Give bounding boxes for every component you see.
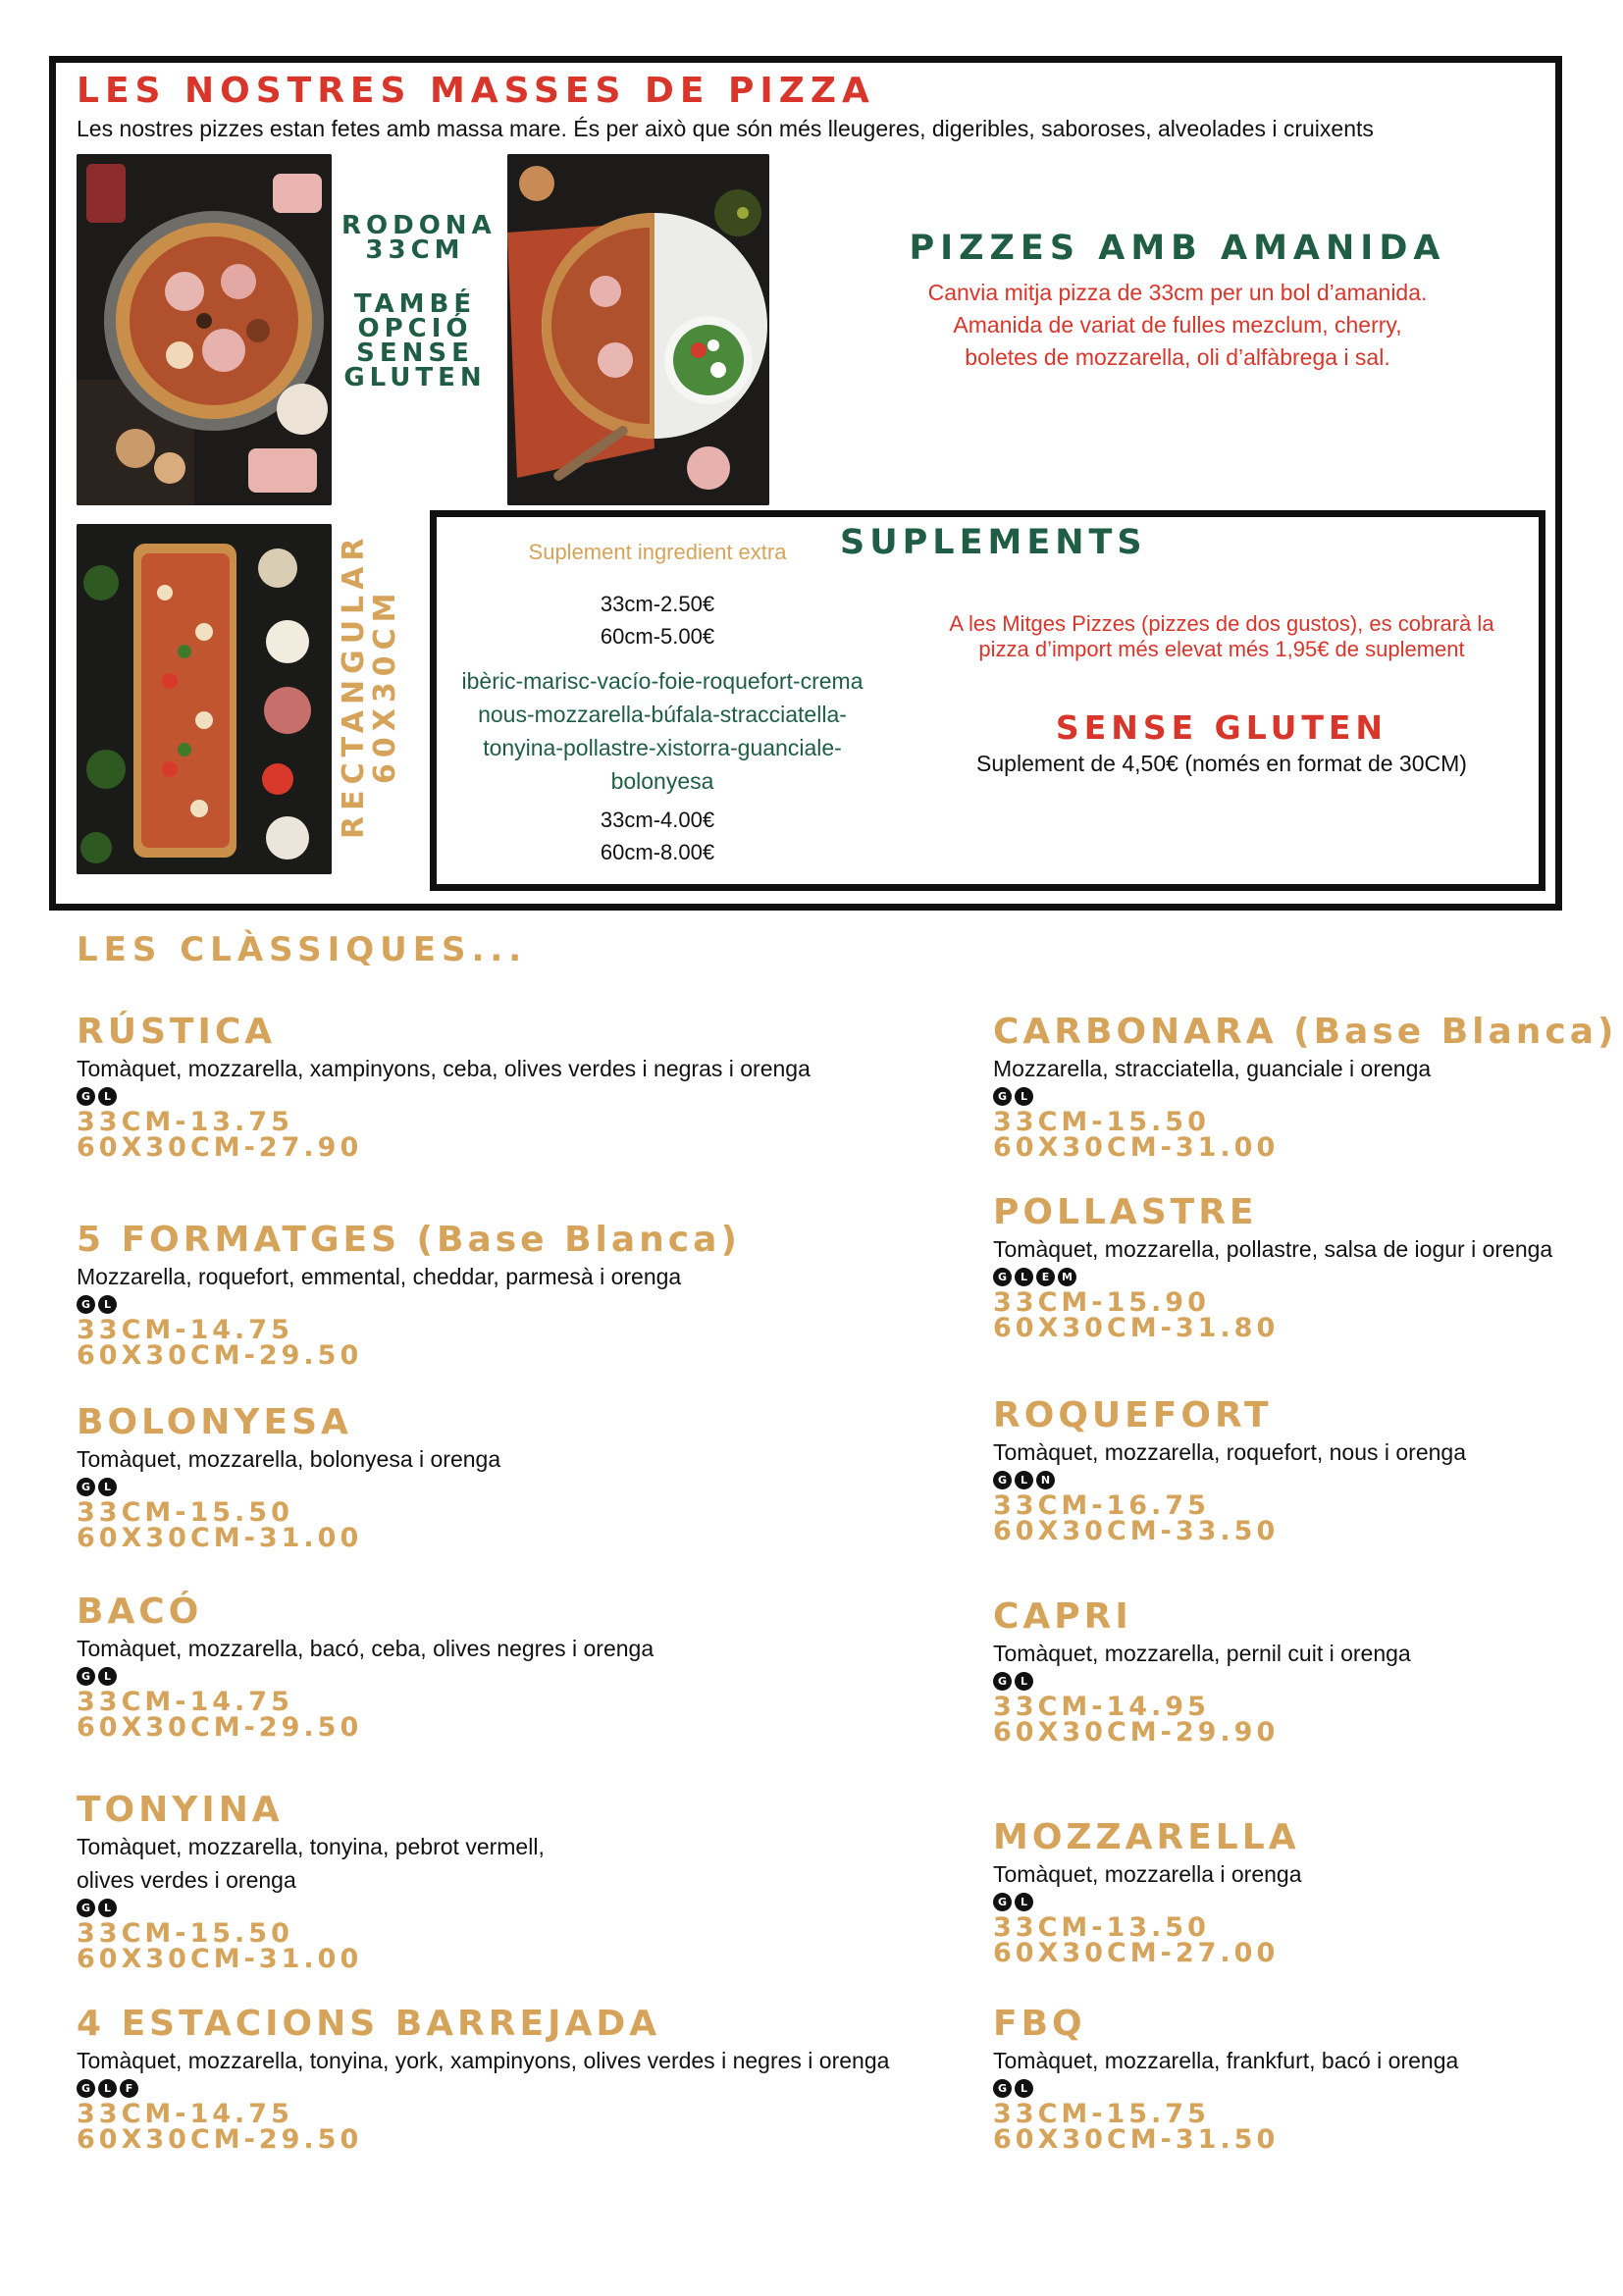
rectangular-line1: RECTANGULAR [337,532,371,839]
amanida-line2: Amanida de variat de fulles mezclum, cherry, [953,312,1402,338]
egg-icon: E [1036,1268,1055,1286]
price-60x30cm: 60X30CM-31.00 [77,1523,363,1553]
gluten-icon: G [77,1667,95,1686]
pizza-item [993,1597,1411,1746]
price-60x30cm: 60X30CM-29.50 [77,1712,363,1743]
pizza-name: BOLONYESA [77,1402,352,1442]
lactose-icon: L [1015,2079,1033,2098]
price-33cm: 33CM-14.75 [77,1687,293,1717]
price-33cm: 33CM-14.75 [77,2099,293,2129]
pizza-name: CARBONARA (Base Blanca) [993,1012,1618,1052]
lactose-icon: L [98,2079,117,2098]
pizza-salad-photo [507,154,769,505]
rodona-line1: RODONA [341,211,497,240]
allergen-icons [993,1087,1618,1108]
pizza-description: Tomàquet, mozzarella i orenga [993,1861,1302,1887]
ingredients-line2: nous-mozzarella-búfala-stracciatella- [478,702,847,727]
fish-icon: F [120,2079,138,2098]
pizza-name: RÚSTICA [77,1012,277,1052]
pizza-name: BACÓ [77,1592,203,1632]
suplement-premium-ingredients [446,664,878,798]
price-33cm: 33CM-16.75 [993,1490,1210,1521]
lactose-icon: L [1015,1087,1033,1106]
price-60x30cm: 60X30CM-33.50 [993,1516,1280,1546]
gluten-icon: G [993,1893,1012,1911]
pizza-item [77,2005,889,2153]
ingredients-line3: tonyina-pollastre-xistorra-guanciale- [483,735,842,760]
price-33cm: 33CM-15.90 [993,1287,1210,1318]
pizza-name: ROQUEFORT [993,1395,1273,1435]
suplement-price-60-a: 60cm-5.00€ [600,624,715,649]
gluten-icon: G [77,1295,95,1314]
suplement-price-33-a: 33cm-2.50€ [600,592,715,616]
classiques-title: LES CLÀSSIQUES... [77,930,528,969]
lactose-icon: L [98,1899,117,1917]
pizza-name: FBQ [993,2004,1086,2044]
rodona-line2: 33CM [365,235,465,265]
ingredients-line1: ibèric-marisc-vacío-foie-roquefort-crema [461,668,864,694]
pizza-name: CAPRI [993,1596,1132,1637]
allergen-icons [77,2079,889,2100]
pizza-description: Mozzarella, stracciatella, guanciale i orenga [993,1056,1432,1081]
lactose-icon: L [1015,1893,1033,1911]
allergen-icons [993,1471,1466,1491]
pizza-description: Tomàquet, mozzarella, roquefort, nous i orenga [993,1439,1466,1465]
price-60x30cm: 60X30CM-29.50 [77,1340,363,1371]
price-60x30cm: 60X30CM-31.00 [77,1944,363,1974]
price-60x30cm: 60X30CM-31.50 [993,2124,1280,2155]
price-60x30cm: 60X30CM-31.00 [993,1132,1280,1163]
allergen-icons [77,1478,500,1498]
pizza-item [77,1791,545,1972]
price-60x30cm: 60X30CM-27.90 [77,1132,363,1163]
price-60x30cm: 60X30CM-29.90 [993,1717,1280,1748]
mustard-icon: M [1058,1268,1076,1286]
price-33cm: 33CM-13.50 [993,1912,1210,1943]
lactose-icon: L [1015,1268,1033,1286]
pizza-item [77,1221,741,1369]
lactose-icon: L [1015,1471,1033,1489]
allergen-icons [993,1268,1552,1288]
round-pizza-photo [77,154,332,505]
pizza-item [993,1013,1618,1161]
pizza-item [993,1396,1466,1544]
pizza-item [77,1592,654,1741]
pizza-name: MOZZARELLA [993,1817,1300,1857]
rodona-label [341,211,497,265]
pizza-description: Tomàquet, mozzarella, bolonyesa i orenga [77,1446,501,1472]
pizza-name: 5 FORMATGES (Base Blanca) [77,1220,741,1260]
pizza-item [993,1818,1302,1966]
masses-title: LES NOSTRES MASSES DE PIZZA [77,71,875,111]
pizza-item [993,1193,1552,1341]
price-33cm: 33CM-15.50 [993,1107,1210,1137]
gluten-icon: G [77,2079,95,2098]
masses-subtitle: Les nostres pizzes estan fetes amb massa mare. És per això que són més lleugeres, digeribles, saboroses, alveolades i cruixents [77,116,1374,141]
gluten-icon: G [77,1478,95,1496]
allergen-icons [77,1295,741,1316]
rectangular-label [339,533,401,840]
amanida-line1: Canvia mitja pizza de 33cm per un bol d’amanida. [927,280,1428,305]
suplement-extra-label: Suplement ingredient extra [528,540,787,564]
pizza-name: 4 ESTACIONS BARREJADA [77,2004,661,2044]
pizza-description: Tomàquet, mozzarella, tonyina, york, xampinyons, olives verdes i negres i orenga [77,2048,890,2073]
price-33cm: 33CM-15.75 [993,2099,1210,2129]
gluten-icon: G [993,1087,1012,1106]
allergen-icons [77,1667,654,1688]
pizza-description: Tomàquet, mozzarella, frankfurt, bacó i orenga [993,2048,1459,2073]
sense-gluten-text: Suplement de 4,50€ (només en format de 30CM) [976,751,1467,776]
allergen-icons [77,1087,811,1108]
sense-gluten-title: SENSE GLUTEN [1055,708,1388,747]
price-33cm: 33CM-15.50 [77,1918,293,1949]
price-60x30cm: 60X30CM-31.80 [993,1313,1280,1343]
gluten-icon: G [993,2079,1012,2098]
nuts-icon: N [1036,1471,1055,1489]
mitges-pizzes-note: A les Mitges Pizzes (pizzes de dos gustos), es cobrarà la pizza d’import més elevat més 1,95€ de suplement [949,611,1494,661]
ingredients-line4: bolonyesa [610,768,714,794]
price-60x30cm: 60X30CM-27.00 [993,1938,1280,1968]
allergen-icons [993,1672,1411,1693]
pizza-name: TONYINA [77,1790,284,1830]
pizza-description: Mozzarella, roquefort, emmental, cheddar, parmesà i orenga [77,1264,682,1289]
tambe-line3: SENSE [356,339,474,368]
allergen-icons [993,1893,1302,1913]
tambe-line1: TAMBÉ [353,289,477,319]
pizza-description: Tomàquet, mozzarella, xampinyons, ceba, olives verdes i negras i orenga [77,1056,811,1081]
pizza-description: Tomàquet, mozzarella, bacó, ceba, olives negres i orenga [77,1636,654,1661]
pizza-item [77,1403,500,1551]
price-33cm: 33CM-14.95 [993,1692,1210,1722]
suplement-price-60-b: 60cm-8.00€ [600,840,715,864]
rectangular-pizza-photo [77,524,332,874]
pizza-description: Tomàquet, mozzarella, pernil cuit i orenga [993,1641,1411,1666]
price-33cm: 33CM-14.75 [77,1315,293,1345]
amanida-description [844,277,1511,374]
gluten-free-option-label [341,289,489,392]
lactose-icon: L [98,1667,117,1686]
gluten-icon: G [993,1268,1012,1286]
suplements-title: SUPLEMENTS [840,523,1147,562]
rectangular-line2: 60X30CM [368,587,402,784]
amanida-line3: boletes de mozzarella, oli d’alfàbrega i sal. [965,344,1390,370]
price-33cm: 33CM-13.75 [77,1107,293,1137]
gluten-icon: G [993,1471,1012,1489]
gluten-icon: G [993,1672,1012,1691]
allergen-icons [77,1899,545,1919]
pizza-name: POLLASTRE [993,1192,1258,1232]
pizza-description-line2: olives verdes i orenga [77,1867,296,1893]
lactose-icon: L [98,1478,117,1496]
suplement-price-33-b: 33cm-4.00€ [600,808,715,832]
pizza-item [993,2005,1458,2153]
pizza-description: Tomàquet, mozzarella, tonyina, pebrot vermell, [77,1834,545,1859]
amanida-title: PIZZES AMB AMANIDA [909,229,1446,268]
lactose-icon: L [98,1295,117,1314]
tambe-line2: OPCIÓ [357,314,473,343]
allergen-icons [993,2079,1458,2100]
gluten-icon: G [77,1899,95,1917]
price-33cm: 33CM-15.50 [77,1497,293,1528]
tambe-line4: GLUTEN [343,363,487,392]
lactose-icon: L [1015,1672,1033,1691]
lactose-icon: L [98,1087,117,1106]
price-60x30cm: 60X30CM-29.50 [77,2124,363,2155]
pizza-description: Tomàquet, mozzarella, pollastre, salsa de iogur i orenga [993,1236,1553,1262]
gluten-icon: G [77,1087,95,1106]
pizza-item [77,1013,811,1161]
